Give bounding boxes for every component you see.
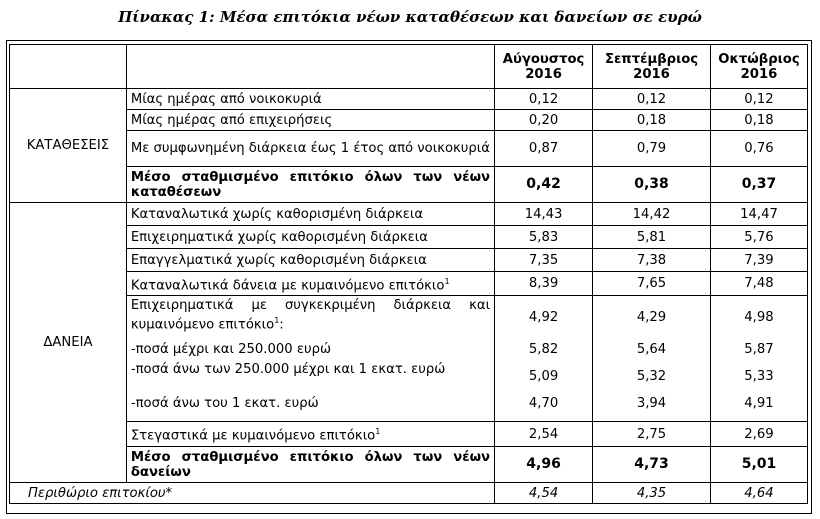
subrow-label: -ποσά μέχρι και 250.000 ευρώ — [130, 342, 332, 357]
footnote-marker: 1 — [375, 427, 381, 437]
row-label: Μέσο σταθμισμένο επιτόκιο όλων των νέων δανείων — [126, 447, 494, 483]
table-row — [10, 203, 808, 226]
table-row — [10, 272, 808, 296]
cell-value: 7,39 — [710, 249, 807, 272]
table-title: Πίνακας 1: Μέσα επιτόκια νέων καταθέσεων και δανείων σε ευρώ — [118, 8, 702, 26]
cell-value: 4,73 — [593, 447, 711, 483]
cell-value: 5,32 — [636, 368, 667, 384]
table-row-margin — [10, 483, 808, 504]
table-row-average-loans — [10, 447, 808, 483]
cell-value: 5,87 — [744, 342, 774, 357]
cell-value: 5,83 — [495, 226, 593, 249]
cell-value: 4,70 — [528, 396, 559, 411]
header-col-october: Οκτώβριος 2016 — [710, 45, 807, 89]
row-label: Με συμφωνημένη διάρκεια έως 1 έτος από νοικοκυριά — [126, 131, 494, 167]
table-row — [10, 89, 808, 110]
category-loans: ΔΑΝΕΙΑ — [10, 203, 127, 483]
footnote-marker: 1 — [444, 276, 450, 286]
table-row-average-deposits — [10, 167, 808, 203]
cell-value: 4,96 — [495, 447, 593, 483]
cell-value: 0,42 — [495, 167, 593, 203]
cell-value: 14,47 — [710, 203, 807, 226]
cell-value: 14,42 — [593, 203, 711, 226]
table-row — [10, 422, 808, 447]
cell-value: 4,29 — [636, 310, 667, 325]
cell-value: 4,91 — [744, 396, 774, 411]
cell-value: 7,65 — [593, 272, 711, 296]
cell-value: 8,39 — [495, 272, 593, 296]
row-label: Μέσο σταθμισμένο επιτόκιο όλων των νέων καταθέσεων — [126, 167, 494, 203]
row-label: Μίας ημέρας από νοικοκυριά — [126, 89, 494, 110]
cell-value: 0,37 — [710, 167, 807, 203]
cell-value: 4,98 — [744, 310, 774, 325]
cell-value: 5,09 — [528, 368, 559, 384]
interest-rates-table — [9, 44, 808, 504]
cell-value: 2,54 — [495, 422, 593, 447]
business-floating-october — [710, 296, 807, 422]
row-label: Επιχειρηματικά με συγκεκριμένη διάρκεια και κυμαινόμενο επιτόκιο$^1$: — [130, 298, 491, 333]
header-empty-description — [126, 45, 494, 89]
table-row — [10, 110, 808, 131]
cell-value: 0,18 — [710, 110, 807, 131]
cell-value: 0,20 — [495, 110, 593, 131]
cell-value: 5,33 — [744, 368, 774, 384]
business-floating-september — [593, 296, 711, 422]
footnote-marker: 1 — [274, 316, 280, 325]
subrow-label: -ποσά άνω του 1 εκατ. ευρώ — [130, 396, 319, 411]
row-label: Επαγγελματικά χωρίς καθορισμένη διάρκεια — [126, 249, 494, 272]
cell-value: 0,87 — [495, 131, 593, 167]
row-label: Επιχειρηματικά χωρίς καθορισμένη διάρκεια — [126, 226, 494, 249]
cell-value: 0,12 — [710, 89, 807, 110]
cell-value: 0,38 — [593, 167, 711, 203]
cell-value: 5,81 — [593, 226, 711, 249]
category-deposits: ΚΑΤΑΘΕΣΕΙΣ — [10, 89, 127, 203]
cell-value: 2,75 — [593, 422, 711, 447]
cell-value: 7,35 — [495, 249, 593, 272]
row-label: Μίας ημέρας από επιχειρήσεις — [126, 110, 494, 131]
table-row-business-floating — [10, 296, 808, 422]
cell-value: 0,12 — [593, 89, 711, 110]
header-row — [10, 45, 808, 89]
cell-value: 2,69 — [710, 422, 807, 447]
header-empty-category — [10, 45, 127, 89]
cell-value: 7,38 — [593, 249, 711, 272]
cell-value: 5,64 — [636, 342, 667, 357]
row-label: Περιθώριο επιτοκίου* — [10, 483, 495, 504]
row-label: Καταναλωτικά δάνεια με κυμαινόμενο επιτόκιο$^1$ — [126, 272, 494, 296]
table-row — [10, 131, 808, 167]
table-row — [10, 249, 808, 272]
cell-value: 4,35 — [593, 483, 711, 504]
cell-value: 5,01 — [710, 447, 807, 483]
cell-value: 0,12 — [495, 89, 593, 110]
row-label: Καταναλωτικά χωρίς καθορισμένη διάρκεια — [126, 203, 494, 226]
cell-value: 0,76 — [710, 131, 807, 167]
table-row — [10, 226, 808, 249]
cell-value: 7,48 — [710, 272, 807, 296]
cell-value: 4,54 — [495, 483, 593, 504]
business-floating-labels — [126, 296, 494, 422]
cell-value: 3,94 — [636, 396, 667, 411]
cell-value: 5,76 — [710, 226, 807, 249]
cell-value: 0,18 — [593, 110, 711, 131]
cell-value: 5,82 — [528, 342, 559, 357]
cell-value: 0,79 — [593, 131, 711, 167]
business-floating-august — [495, 296, 593, 422]
row-label: Στεγαστικά με κυμαινόμενο επιτόκιο$^1$ — [126, 422, 494, 447]
cell-value: 4,64 — [710, 483, 807, 504]
header-col-september: Σεπτέμβριος 2016 — [593, 45, 711, 89]
subrow-label: -ποσά άνω των 250.000 μέχρι και 1 εκατ. ευρώ — [130, 362, 446, 377]
cell-value: 14,43 — [495, 203, 593, 226]
cell-value: 4,92 — [528, 310, 559, 325]
header-col-august: Αύγουστος 2016 — [495, 45, 593, 89]
